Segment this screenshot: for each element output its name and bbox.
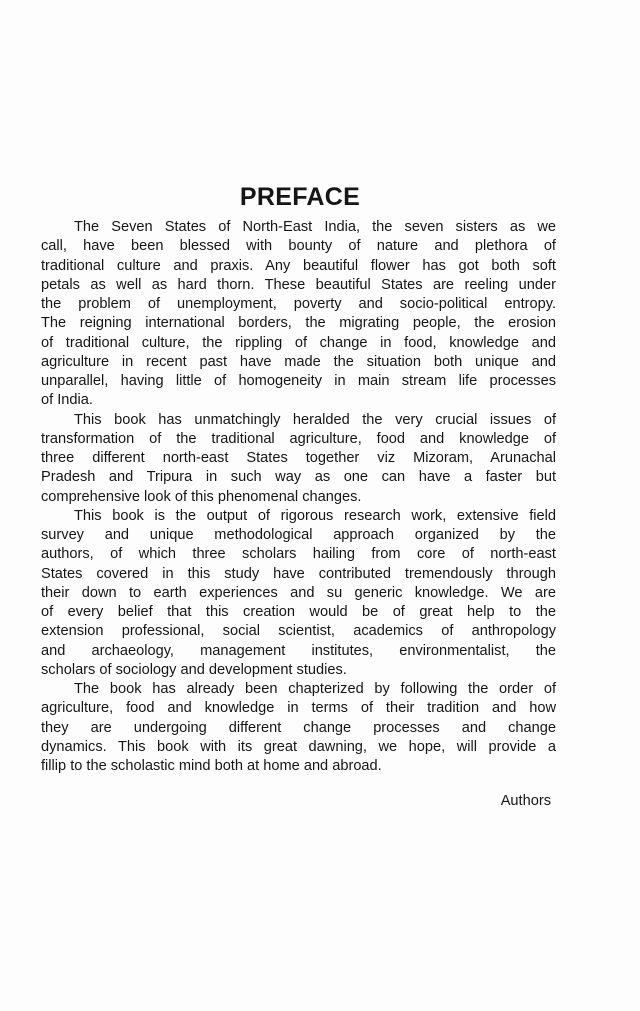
text-line: States covered in this study have contributed tremendously through [41, 565, 556, 582]
text-line: the problem of unemployment, poverty and socio-political entropy. [41, 296, 556, 312]
text-line: of traditional culture, the rippling of change in food, knowledge and [41, 334, 556, 351]
text-line: transformation of the traditional agriculture, food and knowledge of [41, 430, 556, 447]
preface-body [41, 218, 556, 776]
paragraph [41, 680, 556, 776]
text-line: traditional culture and praxis. Any beautiful flower has got both soft [41, 257, 556, 274]
text-line: The reigning international borders, the migrating people, the erosion [41, 315, 556, 332]
text-line: This book is the output of rigorous research work, extensive field [74, 507, 556, 524]
text-line: and archaeology, management institutes, environmentalist, the [41, 642, 556, 659]
text-line: agriculture, food and knowledge in terms of their tradition and how [41, 700, 556, 717]
text-line: authors, of which three scholars hailing from core of north-east [41, 546, 556, 563]
text-line: The book has already been chapterized by following the order of [74, 681, 556, 697]
text-line: their down to earth experiences and su generic knowledge. We are [41, 584, 556, 601]
text-line: unparallel, having little of homogeneity in main stream life processes [41, 373, 556, 389]
text-line: dynamics. This book with its great dawning, we hope, will provide a [41, 738, 556, 755]
text-line: comprehensive look of this phenomenal changes. [41, 488, 362, 505]
text-line: fillip to the scholastic mind both at home and abroad. [41, 758, 382, 774]
text-line: Pradesh and Tripura in such way as one can have a faster but [41, 469, 556, 486]
text-line: The Seven States of North-East India, the seven sisters as we [74, 219, 556, 235]
text-line: three different north-east States together viz Mizoram, Arunachal [41, 450, 556, 466]
page-title: PREFACE [239, 183, 361, 211]
text-line: of every belief that this creation would be of great help to the [41, 604, 556, 620]
text-line: This book has unmatchingly heralded the very crucial issues of [74, 411, 556, 428]
paragraph [41, 507, 556, 680]
text-line: agriculture in recent past have made the situation both unique and [41, 353, 556, 370]
text-line: of India. [41, 392, 93, 409]
text-line: extension professional, social scientist, academics of anthropology [41, 623, 556, 640]
text-line: survey and unique methodological approach organized by the [41, 527, 556, 543]
text-line: scholars of sociology and development studies. [41, 661, 347, 678]
text-line: petals as well as hard thorn. These beautiful States are reeling under [41, 276, 556, 293]
paragraph [41, 218, 556, 411]
text-line: they are undergoing different change processes and change [41, 719, 556, 736]
signature: Authors [500, 793, 551, 809]
text-line: call, have been blessed with bounty of nature and plethora of [41, 238, 556, 255]
paragraph [41, 411, 556, 507]
